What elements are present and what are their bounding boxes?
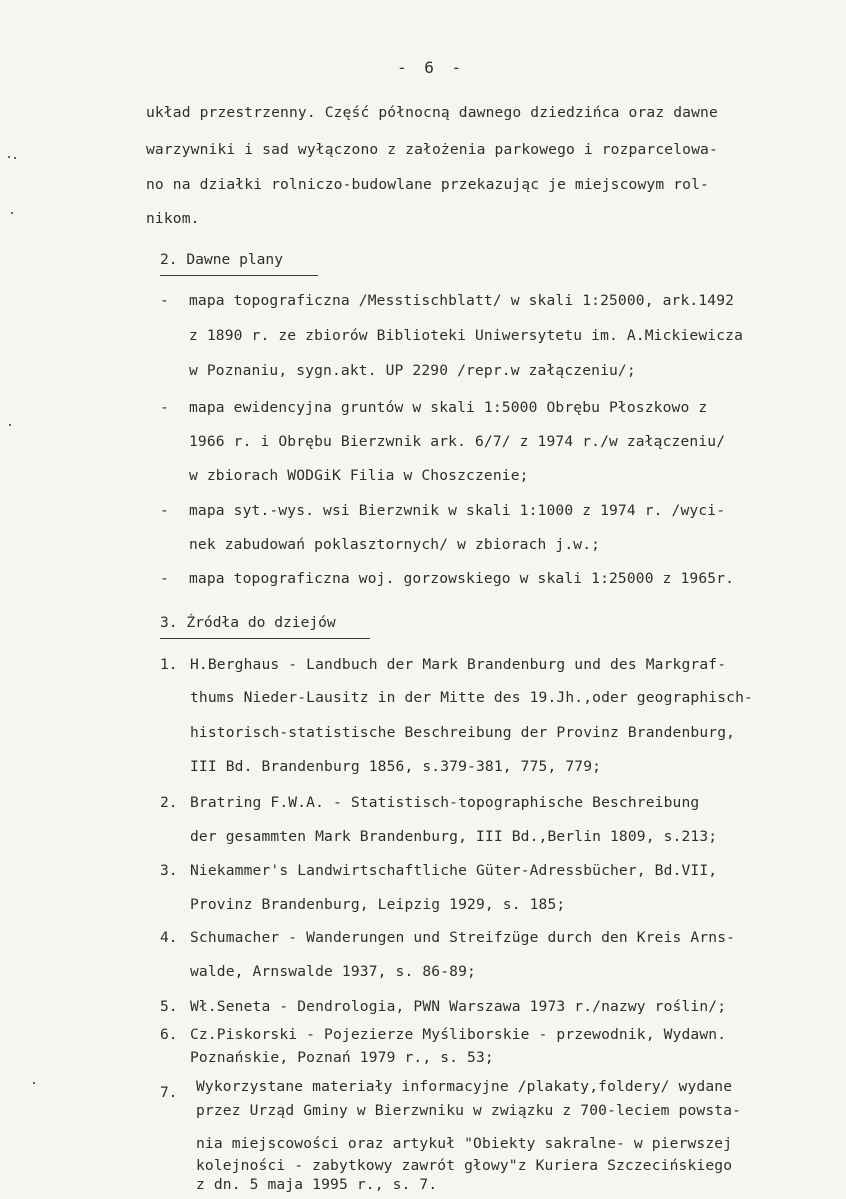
list-item-line: z dn. 5 maja 1995 r., s. 7. [196,1176,438,1193]
list-item-line: przez Urząd Gminy w Bierzwniku w związku z 700-leciem powsta- [196,1102,742,1119]
list-item-line: Bratring F.W.A. - Statistisch-topographische Beschreibung [190,794,700,811]
list-item-line: 1966 r. i Obrębu Bierzwnik ark. 6/7/ z 1974 r./w załączeniu/ [189,433,726,450]
list-bullet: - [160,399,169,416]
list-item-line: H.Berghaus - Landbuch der Mark Brandenburg und des Markgraf- [190,656,727,673]
list-item-line: walde, Arnswalde 1937, s. 86-89; [190,963,476,980]
list-item-line: mapa ewidencyjna gruntów w skali 1:5000 Obrębu Płoszkowo z [189,399,708,416]
list-item-line: Cz.Piskorski - Pojezierze Myśliborskie - przewodnik, Wydawn. [190,1026,727,1043]
list-item-line: III Bd. Brandenburg 1856, s.379-381, 775, 779; [190,758,602,775]
list-item-line: thums Nieder-Lausitz in der Mitte des 19.Jh.,oder geographisch- [190,689,753,706]
intro-line: warzywniki i sad wyłączono z założenia parkowego i rozparcelowa- [146,141,718,158]
list-item-line: mapa syt.-wys. wsi Bierzwnik w skali 1:1000 z 1974 r. /wyci- [189,502,726,519]
list-item-line: w zbiorach WODGiK Filia w Choszczenie; [189,467,529,484]
margin-speck [8,156,10,158]
intro-line: nikom. [146,210,200,227]
list-item-line: w Poznaniu, sygn.akt. UP 2290 /repr.w załączeniu/; [189,362,636,379]
heading-underline [160,275,318,276]
list-item-line: nia miejscowości oraz artykuł "Obiekty sakralne- w pierwszej [196,1135,733,1152]
list-item-line: Poznańskie, Poznań 1979 r., s. 53; [190,1049,494,1066]
list-number: 4. [160,929,178,946]
list-item-line: Wł.Seneta - Dendrologia, PWN Warszawa 1973 r./nazwy roślin/; [190,998,727,1015]
list-number: 7. [160,1084,178,1101]
margin-speck [33,1082,35,1084]
list-item-line: mapa topograficzna woj. gorzowskiego w skali 1:25000 z 1965r. [189,570,735,587]
list-item-line: mapa topograficzna /Messtischblatt/ w skali 1:25000, ark.1492 [189,292,735,309]
list-item-line: Niekammer's Landwirtschaftliche Güter-Adressbücher, Bd.VII, [190,862,718,879]
list-bullet: - [160,502,169,519]
list-item-line: kolejności - zabytkowy zawrót głowy"z Kuriera Szczecińskiego [196,1157,733,1174]
list-item-line: z 1890 r. ze zbiorów Biblioteki Uniwersytetu im. A.Mickiewicza [189,327,744,344]
list-item-line: Wykorzystane materiały informacyjne /plakaty,foldery/ wydane [196,1078,733,1095]
list-number: 3. [160,862,178,879]
section-heading-dawne-plany: 2. Dawne plany [160,251,284,268]
list-number: 2. [160,794,178,811]
margin-speck [9,424,11,426]
intro-line: no na działki rolniczo-budowlane przekazując je miejscowym rol- [146,176,709,193]
list-item-line: nek zabudowań poklasztornych/ w zbiorach j.w.; [189,536,601,553]
list-number: 1. [160,656,178,673]
intro-line: układ przestrzenny. Część północną dawnego dziedzińca oraz dawne [146,104,718,121]
section-heading-zrodla: 3. Źródła do dziejów [160,614,336,631]
margin-speck [11,212,13,214]
margin-speck [14,157,16,159]
list-item-line: der gesammten Mark Brandenburg, III Bd.,Berlin 1809, s.213; [190,828,718,845]
list-bullet: - [160,570,169,587]
list-item-line: historisch-statistische Beschreibung der Provinz Brandenburg, [190,724,736,741]
list-number: 5. [160,998,178,1015]
page-number: - 6 - [397,58,466,77]
list-number: 6. [160,1026,178,1043]
list-item-line: Provinz Brandenburg, Leipzig 1929, s. 185; [190,896,566,913]
list-item-line: Schumacher - Wanderungen und Streifzüge durch den Kreis Arns- [190,929,736,946]
heading-underline [160,638,370,639]
list-bullet: - [160,292,169,309]
